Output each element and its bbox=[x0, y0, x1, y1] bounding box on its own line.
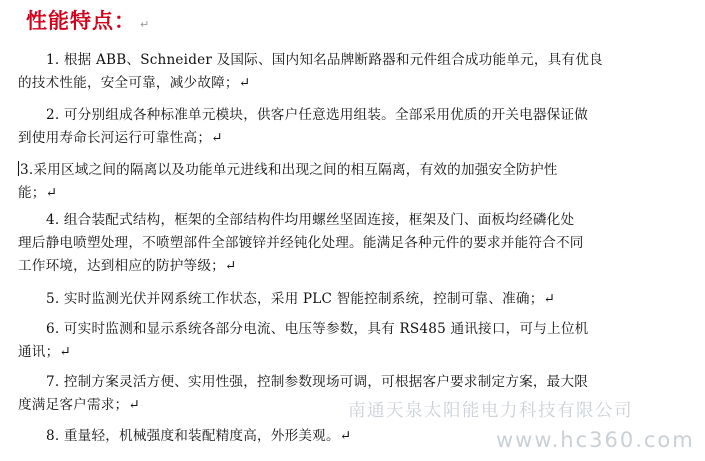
feature-line: 能；↵ bbox=[18, 185, 58, 201]
text-cursor-icon bbox=[18, 161, 19, 176]
feature-line: 7. 控制方案灵活方便、实用性强，控制参数现场可调，可根据客户要求制定方案，最大限 bbox=[46, 374, 589, 390]
feature-item-5 bbox=[18, 288, 690, 311]
heading-title: 性能特点： bbox=[26, 9, 136, 33]
feature-line bbox=[18, 159, 690, 182]
feature-line: 度满足客户需求；↵ bbox=[18, 397, 140, 413]
feature-item-4 bbox=[18, 209, 690, 278]
watermark-url: www.hc360.com bbox=[496, 428, 695, 452]
feature-item-3 bbox=[18, 159, 690, 205]
feature-line: 的技术性能，安全可靠，减少故障；↵ bbox=[18, 75, 251, 91]
watermark-company: 南通天泉太阳能电力科技有限公司 bbox=[348, 401, 633, 421]
feature-line: 5. 实时监测光伏并网系统工作状态，采用 PLC 智能控制系统，控制可靠、准确；↵ bbox=[46, 291, 556, 307]
feature-item-2 bbox=[18, 104, 690, 150]
feature-line: 8. 重量轻，机械强度和装配精度高，外形美观。↵ bbox=[46, 428, 352, 444]
feature-line: 通讯；↵ bbox=[18, 344, 71, 360]
feature-line: 1. 根据 ABB、Schneider 及国际、国内知名品牌断路器和元件组合成功能单元，具有优良 bbox=[46, 52, 603, 68]
feature-line: 工作环境，达到相应的防护等级；↵ bbox=[18, 258, 237, 274]
feature-item-1 bbox=[18, 49, 690, 95]
feature-line: 到使用寿命长河运行可靠性高；↵ bbox=[18, 130, 223, 146]
feature-line: 4. 组合装配式结构，框架的全部结构件均用螺丝坚固连接，框架及门、面板均经磷化处 bbox=[46, 212, 575, 228]
feature-item-6 bbox=[18, 318, 690, 364]
feature-line: 6. 可实时监测和显示系统各部分电流、电压等参数，具有 RS485 通讯接口，可与上位机 bbox=[46, 321, 589, 337]
paragraph-mark-icon: ↵ bbox=[140, 18, 151, 31]
section-heading bbox=[26, 7, 150, 39]
feature-line: 理后静电喷塑处理，不喷塑部件全部镀锌并经钝化处理。能满足各种元件的要求并能符合不同 bbox=[18, 235, 584, 251]
feature-line-text: 3.采用区域之间的隔离以及功能单元进线和出现之间的相互隔离，有效的加强安全防护性 bbox=[20, 162, 558, 178]
feature-line: 2. 可分别组成各种标准单元模块，供客户任意选用组装。全部采用优质的开关电器保证做 bbox=[46, 107, 589, 123]
